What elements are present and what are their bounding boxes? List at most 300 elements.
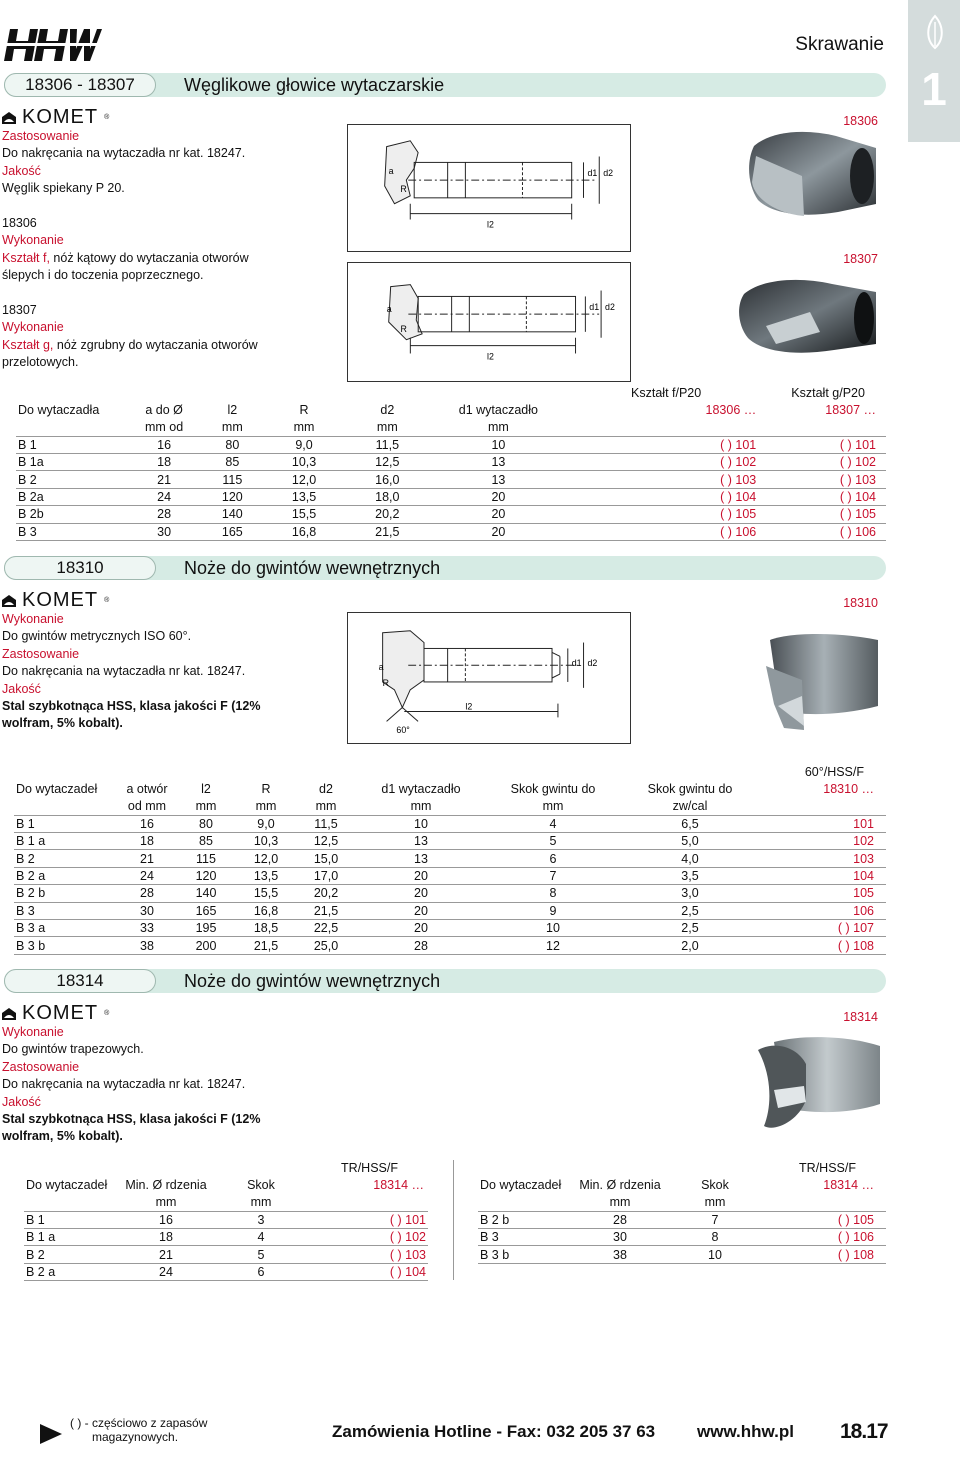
table-row xyxy=(14,920,886,937)
shape-label: Kształt f, xyxy=(2,250,50,265)
col-header: Do wytaczadeł xyxy=(480,1178,562,1193)
table-cell: ( ) 104 xyxy=(770,488,886,505)
col-header: 18314 … xyxy=(373,1178,424,1193)
section-title-text: Noże do gwintów wewnętrznych xyxy=(184,558,441,578)
table-row xyxy=(24,1246,428,1263)
product-photo-18310 xyxy=(760,626,884,732)
table-cell: 165 xyxy=(176,902,236,919)
col-header: 18306 … xyxy=(705,403,757,418)
table-cell: 18 xyxy=(118,833,176,850)
s3-description xyxy=(2,1024,342,1146)
table-18314-right xyxy=(478,1159,886,1264)
unit: od mm xyxy=(118,798,176,815)
table-cell: 20 xyxy=(356,902,486,919)
unit: mm xyxy=(268,419,340,436)
table-cell: 5 xyxy=(216,1246,306,1263)
col-header: a otwór xyxy=(126,782,168,797)
section-title-text: Noże do gwintów wewnętrznych xyxy=(184,971,441,991)
table-row xyxy=(16,471,886,488)
table-cell: 11,5 xyxy=(340,436,435,453)
section-bar-18314 xyxy=(4,969,886,993)
col-header: a do Ø xyxy=(145,403,183,418)
table-row xyxy=(14,937,886,954)
variant-code: 18306 xyxy=(2,216,37,230)
row-label: B 2 a xyxy=(24,1263,116,1280)
product-photo-18307 xyxy=(736,272,882,356)
table-cell: 85 xyxy=(196,454,268,471)
jakosc-label: Jakość xyxy=(2,1094,41,1109)
jakosc-text-2: wolfram, 5% kobalt). xyxy=(2,1129,123,1144)
table-cell: 28 xyxy=(570,1211,670,1228)
table-row xyxy=(14,867,886,884)
unit: mm xyxy=(356,798,486,815)
unit: zw/cal xyxy=(620,798,760,815)
unit: mm xyxy=(116,1194,216,1211)
col-header: d1 wytaczadło xyxy=(381,782,461,797)
komet-brand: KOMET ® xyxy=(2,1002,110,1025)
table-cell: 12,0 xyxy=(268,471,340,488)
table-row xyxy=(16,523,886,540)
table-cell: 3,0 xyxy=(620,885,760,902)
footer xyxy=(0,1414,960,1454)
technical-drawing-18310 xyxy=(347,612,631,744)
legend-line-1: ( ) - częściowo z zapasów xyxy=(70,1416,208,1430)
col-header: 18310 … xyxy=(823,782,874,797)
website-link[interactable]: www.hhw.pl xyxy=(697,1422,794,1441)
table-cell: 24 xyxy=(116,1263,216,1280)
col-header: d2 xyxy=(380,403,395,418)
col-header: l2 xyxy=(201,782,211,797)
table-row xyxy=(478,1211,886,1228)
col-header: Skok gwintu do xyxy=(647,782,733,797)
table-cell: 12 xyxy=(486,937,620,954)
table-cell: 16 xyxy=(116,1211,216,1228)
table-cell: 18 xyxy=(116,1229,216,1246)
variant-text-2: ślepych i do toczenia poprzecznego. xyxy=(2,268,204,283)
table-cell: 20,2 xyxy=(296,885,356,902)
table-cell: 101 xyxy=(760,815,886,832)
table-cell: 13,5 xyxy=(268,488,340,505)
dim-R: R xyxy=(382,677,390,688)
table-cell: 200 xyxy=(176,937,236,954)
table-cell: 4 xyxy=(216,1229,306,1246)
group-header-g: Kształt g/P20 xyxy=(791,385,865,400)
table-cell: 20 xyxy=(435,523,562,540)
table-cell: 3 xyxy=(216,1211,306,1228)
table-cell: ( ) 101 xyxy=(770,436,886,453)
table-row xyxy=(14,833,886,850)
unit: mm xyxy=(486,798,620,815)
col-header: R xyxy=(261,782,271,797)
zastosowanie-label: Zastosowanie xyxy=(2,646,80,661)
table-cell: 16,8 xyxy=(236,902,296,919)
table-cell: 9,0 xyxy=(268,436,340,453)
row-label: B 1 a xyxy=(14,833,118,850)
unit: mm xyxy=(236,798,296,815)
table-cell: ( ) 104 xyxy=(562,488,770,505)
brand-name: KOMET xyxy=(22,589,99,611)
table-cell: ( ) 106 xyxy=(562,523,770,540)
table-cell: 28 xyxy=(356,937,486,954)
brand-mark-icon xyxy=(2,1008,16,1020)
table-cell: 17,0 xyxy=(296,867,356,884)
table-cell: 106 xyxy=(760,902,886,919)
table-cell: 15,5 xyxy=(268,506,340,523)
s1-description xyxy=(2,128,342,198)
table-cell: 10 xyxy=(670,1246,760,1263)
photo-code-18307: 18307 xyxy=(843,252,878,266)
table-cell: 6,5 xyxy=(620,815,760,832)
zastosowanie-text: Do nakręcania na wytaczadła nr kat. 18247. xyxy=(2,146,246,161)
table-cell: 13 xyxy=(435,471,562,488)
row-label: B 1 xyxy=(16,436,132,453)
table-divider xyxy=(453,1160,454,1280)
table-cell: 13 xyxy=(356,833,486,850)
jakosc-label: Jakość xyxy=(2,681,41,696)
brand-mark-icon xyxy=(2,112,16,124)
jakosc-label: Jakość xyxy=(2,163,41,178)
table-cell: 20 xyxy=(356,867,486,884)
variant-text-1: nóż kątowy do wytaczania otworów xyxy=(49,250,249,265)
table-body xyxy=(478,1211,886,1263)
table-18306-18307 xyxy=(16,384,886,541)
col-header: Do wytaczadła xyxy=(18,403,100,418)
table-row xyxy=(14,850,886,867)
group-header: TR/HSS/F xyxy=(341,1160,398,1175)
dim-d1: d1 xyxy=(571,658,582,669)
table-cell: 5,0 xyxy=(620,833,760,850)
zastosowanie-text: Do nakręcania na wytaczadła nr kat. 18247. xyxy=(2,1077,246,1092)
col-header: R xyxy=(299,403,309,418)
table-cell: 115 xyxy=(196,471,268,488)
unit: mm xyxy=(196,419,268,436)
table-row xyxy=(24,1229,428,1246)
table-cell: 16 xyxy=(118,815,176,832)
unit: mm xyxy=(340,419,435,436)
s2-description xyxy=(2,611,342,733)
wykonanie-label: Wykonanie xyxy=(2,320,64,335)
komet-brand: KOMET ® xyxy=(2,106,110,129)
table-cell: ( ) 105 xyxy=(562,506,770,523)
page-number: 18.17 xyxy=(840,1420,888,1443)
table-cell: 21 xyxy=(132,471,197,488)
wykonanie-label: Wykonanie xyxy=(2,1025,64,1039)
table-cell: 165 xyxy=(196,523,268,540)
table-cell: 16,0 xyxy=(340,471,435,488)
table-cell: 140 xyxy=(176,885,236,902)
table-cell: 11,5 xyxy=(296,815,356,832)
unit: mm od xyxy=(132,419,197,436)
komet-brand: KOMET ® xyxy=(2,589,110,612)
dim-a: a xyxy=(378,662,384,673)
unit: mm xyxy=(570,1194,670,1211)
table-cell: 8 xyxy=(486,885,620,902)
table-18310 xyxy=(14,763,886,955)
table-body xyxy=(14,815,886,954)
table-cell: 10 xyxy=(356,815,486,832)
table-cell: 9 xyxy=(486,902,620,919)
table-cell: 115 xyxy=(176,850,236,867)
row-label: B 3 a xyxy=(14,920,118,937)
group-header-f: Kształt f/P20 xyxy=(631,385,702,400)
table-row xyxy=(16,488,886,505)
table-cell: 20 xyxy=(435,488,562,505)
table-cell: 85 xyxy=(176,833,236,850)
shape-label: Kształt g, xyxy=(2,337,54,352)
table-cell: 24 xyxy=(132,488,197,505)
table-cell: 80 xyxy=(176,815,236,832)
table-cell: ( ) 101 xyxy=(306,1211,428,1228)
hhw-logo xyxy=(4,29,102,61)
col-header: Skok xyxy=(247,1178,275,1193)
unit: mm xyxy=(176,798,236,815)
table-cell: 15,5 xyxy=(236,885,296,902)
table-18314-left xyxy=(24,1159,428,1281)
zastosowanie-label: Zastosowanie xyxy=(2,129,80,143)
table-cell: 13 xyxy=(356,850,486,867)
dim-R: R xyxy=(400,323,407,334)
table-cell: 9,0 xyxy=(236,815,296,832)
zastosowanie-text: Do nakręcania na wytaczadła nr kat. 18247. xyxy=(2,664,246,679)
unit: mm xyxy=(216,1194,306,1211)
table-cell: 4 xyxy=(486,815,620,832)
table-cell: 15,0 xyxy=(296,850,356,867)
variant-text-2: przelotowych. xyxy=(2,355,79,370)
brand-name: KOMET xyxy=(22,106,99,128)
wykonanie-label: Wykonanie xyxy=(2,233,64,248)
unit: mm xyxy=(296,798,356,815)
group-header: TR/HSS/F xyxy=(799,1160,856,1175)
jakosc-text-1: Stal szybkotnąca HSS, klasa jakości F (12% xyxy=(2,699,261,714)
dim-l2: l2 xyxy=(487,351,494,362)
table-cell: 33 xyxy=(118,920,176,937)
photo-code-18314: 18314 xyxy=(843,1010,878,1024)
section-title-text: Węglikowe głowice wytaczarskie xyxy=(184,75,445,95)
dim-a: a xyxy=(388,166,394,177)
photo-code-18310: 18310 xyxy=(843,596,878,610)
row-label: B 2a xyxy=(16,488,132,505)
unit: mm xyxy=(670,1194,760,1211)
wykonanie-label: Wykonanie xyxy=(2,612,64,626)
group-header: 60°/HSS/F xyxy=(804,764,864,779)
table-cell: 28 xyxy=(132,506,197,523)
table-cell: 5 xyxy=(486,833,620,850)
col-header: Do wytaczadeł xyxy=(26,1178,108,1193)
table-cell: 28 xyxy=(118,885,176,902)
table-cell: 20 xyxy=(356,920,486,937)
table-cell: 7 xyxy=(670,1211,760,1228)
col-header: d2 xyxy=(319,782,333,797)
table-row xyxy=(16,506,886,523)
s1-variant-b xyxy=(2,302,342,372)
table-cell: 20 xyxy=(356,885,486,902)
table-cell: ( ) 102 xyxy=(306,1229,428,1246)
dim-d2: d2 xyxy=(587,658,598,669)
col-header: l2 xyxy=(227,403,238,418)
table-cell: 103 xyxy=(760,850,886,867)
row-label: B 2 b xyxy=(478,1211,570,1228)
row-label: B 2 xyxy=(24,1246,116,1263)
col-header: Do wytaczadeł xyxy=(16,782,98,797)
arrow-right-icon xyxy=(40,1424,62,1444)
row-label: B 3 b xyxy=(478,1246,570,1263)
table-cell: 30 xyxy=(132,523,197,540)
col-header: Min. Ø rdzenia xyxy=(579,1178,661,1193)
table-cell: 8 xyxy=(670,1229,760,1246)
dim-d2: d2 xyxy=(603,168,614,179)
table-cell: 12,5 xyxy=(340,454,435,471)
table-row xyxy=(478,1246,886,1263)
dim-a: a xyxy=(386,304,392,315)
table-cell: ( ) 108 xyxy=(760,937,886,954)
col-header: 18307 … xyxy=(825,403,876,418)
table-cell: 13,5 xyxy=(236,867,296,884)
table-cell: ( ) 103 xyxy=(770,471,886,488)
table-cell: 140 xyxy=(196,506,268,523)
table-cell: 20,2 xyxy=(340,506,435,523)
table-cell: 7 xyxy=(486,867,620,884)
table-cell: ( ) 103 xyxy=(562,471,770,488)
row-label: B 2 a xyxy=(14,867,118,884)
photo-code-18306: 18306 xyxy=(843,114,878,128)
dim-l2: l2 xyxy=(465,701,473,712)
table-cell: ( ) 103 xyxy=(306,1246,428,1263)
dim-l2: l2 xyxy=(487,219,494,230)
table-cell: 16 xyxy=(132,436,197,453)
table-row xyxy=(14,902,886,919)
legend xyxy=(70,1416,207,1444)
table-cell: 21,5 xyxy=(296,902,356,919)
table-cell: 21 xyxy=(116,1246,216,1263)
table-cell: 25,0 xyxy=(296,937,356,954)
table-row xyxy=(14,885,886,902)
table-cell: ( ) 105 xyxy=(770,506,886,523)
brand-name: KOMET xyxy=(22,1002,99,1024)
s1-variant-a xyxy=(2,215,342,285)
table-cell: 195 xyxy=(176,920,236,937)
col-header: Min. Ø rdzenia xyxy=(125,1178,207,1193)
row-label: B 1a xyxy=(16,454,132,471)
product-photo-18314 xyxy=(754,1030,884,1140)
table-cell: ( ) 108 xyxy=(760,1246,886,1263)
table-cell: 2,0 xyxy=(620,937,760,954)
table-cell: 120 xyxy=(196,488,268,505)
table-cell: ( ) 107 xyxy=(760,920,886,937)
col-header: Skok xyxy=(701,1178,729,1193)
table-cell: 18,0 xyxy=(340,488,435,505)
table-row xyxy=(16,454,886,471)
row-label: B 2 b xyxy=(14,885,118,902)
table-cell: ( ) 106 xyxy=(770,523,886,540)
table-cell: 21,5 xyxy=(340,523,435,540)
wykonanie-text: Do gwintów metrycznych ISO 60°. xyxy=(2,629,192,644)
jakosc-text-1: Stal szybkotnąca HSS, klasa jakości F (12% xyxy=(2,1112,261,1127)
table-cell: 102 xyxy=(760,833,886,850)
table-row xyxy=(24,1211,428,1228)
table-cell: 30 xyxy=(570,1229,670,1246)
table-cell: 13 xyxy=(435,454,562,471)
hotline: Zamówienia Hotline - Fax: 032 205 37 63 xyxy=(332,1422,656,1441)
variant-code: 18307 xyxy=(2,303,37,317)
table-cell: 2,5 xyxy=(620,920,760,937)
table-cell: 16,8 xyxy=(268,523,340,540)
wykonanie-text: Do gwintów trapezowych. xyxy=(2,1042,144,1057)
table-cell: 2,5 xyxy=(620,902,760,919)
table-body xyxy=(24,1211,428,1281)
section-bar-18310 xyxy=(4,556,886,580)
table-cell: 6 xyxy=(486,850,620,867)
table-row xyxy=(478,1229,886,1246)
zastosowanie-label: Zastosowanie xyxy=(2,1059,80,1074)
table-cell: 22,5 xyxy=(296,920,356,937)
table-cell: 18 xyxy=(132,454,197,471)
variant-text-1: nóż zgrubny do wytaczania otworów xyxy=(53,337,258,352)
row-label: B 1 a xyxy=(24,1229,116,1246)
table-cell: 18,5 xyxy=(236,920,296,937)
chapter-tab xyxy=(908,0,960,142)
product-photo-18306 xyxy=(744,126,882,222)
section-bar-18306 xyxy=(4,73,886,97)
section-code: 18310 xyxy=(4,556,156,580)
section-title: Skrawanie xyxy=(795,34,884,55)
table-row xyxy=(24,1263,428,1280)
row-label: B 3 xyxy=(16,523,132,540)
technical-drawing-18306 xyxy=(347,124,631,252)
row-label: B 2 xyxy=(16,471,132,488)
table-cell: 3,5 xyxy=(620,867,760,884)
table-cell: 10 xyxy=(486,920,620,937)
table-cell: 20 xyxy=(435,506,562,523)
table-cell: 80 xyxy=(196,436,268,453)
dim-d1: d1 xyxy=(589,302,600,313)
table-cell: 105 xyxy=(760,885,886,902)
dim-d2: d2 xyxy=(605,302,615,313)
table-cell: 38 xyxy=(570,1246,670,1263)
table-cell: 10 xyxy=(435,436,562,453)
col-header: d1 wytaczadło xyxy=(458,403,538,418)
table-cell: 120 xyxy=(176,867,236,884)
table-cell: 4,0 xyxy=(620,850,760,867)
table-cell: ( ) 102 xyxy=(770,454,886,471)
table-cell: 38 xyxy=(118,937,176,954)
table-cell: ( ) 106 xyxy=(760,1229,886,1246)
table-cell: 24 xyxy=(118,867,176,884)
row-label: B 3 xyxy=(14,902,118,919)
row-label: B 1 xyxy=(24,1211,116,1228)
table-cell: 10,3 xyxy=(268,454,340,471)
row-label: B 3 xyxy=(478,1229,570,1246)
row-label: B 2b xyxy=(16,506,132,523)
chapter-number: 1 xyxy=(921,63,947,115)
table-cell: ( ) 104 xyxy=(306,1263,428,1280)
table-cell: 12,0 xyxy=(236,850,296,867)
table-body xyxy=(16,436,886,540)
row-label: B 1 xyxy=(14,815,118,832)
leaf-icon xyxy=(924,14,946,50)
table-row xyxy=(16,436,886,453)
table-cell: ( ) 102 xyxy=(562,454,770,471)
dim-angle: 60° xyxy=(396,725,410,736)
table-cell: 21,5 xyxy=(236,937,296,954)
col-header: 18314 … xyxy=(823,1178,874,1193)
table-cell: 6 xyxy=(216,1263,306,1280)
col-header: Skok gwintu do xyxy=(510,782,596,797)
table-cell: ( ) 101 xyxy=(562,436,770,453)
brand-mark-icon xyxy=(2,595,16,607)
row-label: B 3 b xyxy=(14,937,118,954)
table-row xyxy=(14,815,886,832)
unit: mm xyxy=(435,419,562,436)
